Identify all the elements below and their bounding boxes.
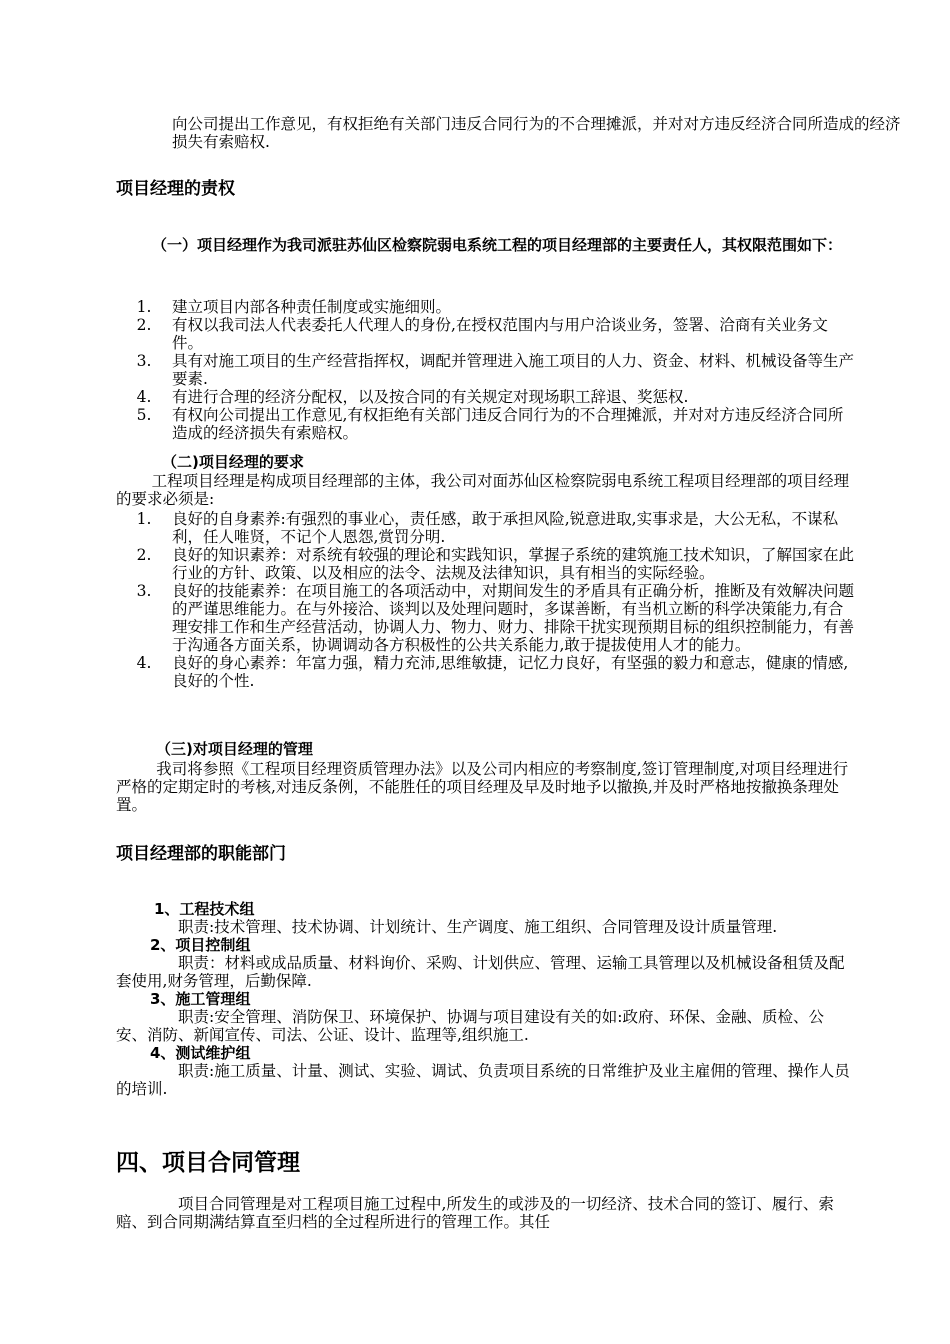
list-item [116,546,854,582]
list-text: 建立项目内部各种责任制度或实施细则。 [172,298,452,316]
list-number: 3. [136,352,152,370]
list-text: 具有对施工项目的生产经营指挥权，调配并管理进入施工项目的人力、资金、材料、机械设备等生产要素. [172,352,855,388]
requirements-intro: 工程项目经理是构成项目经理部的主体，我公司对面苏仙区检察院弱电系统工程项目经理部的项目经理的要求必须是: [116,472,850,508]
list-text: 有权向公司提出工作意见,有权拒绝有关部门违反合同行为的不合理摊派，并对对方违反经济合同所造成的经济损失有索赔权。 [172,406,844,442]
list-number: 2. [136,546,152,564]
list-item [116,406,854,442]
list-item [116,582,854,654]
top-paragraph: 向公司提出工作意见，有权拒绝有关部门违反合同行为的不合理摊派，并对对方违反经济合同所造成的经济损失有索赔权. [172,115,901,151]
group-duty: 职责:施工质量、计量、测试、实验、调试、负责项目系统的日常维护及业主雇佣的管理、操作人员的培训. [116,1062,850,1098]
list-item [116,388,854,406]
list-item [116,654,854,690]
list-text: 良好的技能素养：在项目施工的各项活动中，对期间发生的矛盾具有正确分析，推断及有效解决问题的严谨思维能力。在与外接洽、谈判以及处理问题时，多谋善断，有当机立断的科学决策能力,有合理安排工作和生产经营活动，协调人力、物力、财力、排除干扰实现预期目标的组织控制能力，有善于沟通各方面关系，协调调动各方积极性的公共关系能力,敢于提拔使用人才的能力。 [172,582,855,654]
list-text: 有进行合理的经济分配权，以及按合同的有关规定对现场职工辞退、奖惩权. [172,388,689,406]
list-number: 1. [136,510,152,528]
group-duty: 职责：材料或成品质量、材料询价、采购、计划供应、管理、运输工具管理以及机械设备租赁及配套使用,财务管理，后勤保障. [116,954,845,990]
list-number: 3. [136,582,152,600]
list-text: 良好的自身素养:有强烈的事业心，责任感，敢于承担风险,锐意进取,实事求是，大公无私，不谋私利，任人唯贤，不记个人恩怨,赏罚分明. [172,510,839,546]
list-number: 4. [136,654,152,672]
group-heading: 4、测试维护组 [150,1044,251,1062]
list-number: 2. [136,316,152,334]
list-item [116,510,854,546]
list-text: 良好的知识素养：对系统有较强的理论和实践知识，掌握子系统的建筑施工技术知识，了解国家在此行业的方针、政策、以及相应的法令、法规及法律知识，具有相当的实际经验。 [172,546,855,582]
list-number: 1. [136,298,152,316]
group-heading: 3、施工管理组 [150,990,251,1008]
section-title-departments: 项目经理部的职能部门 [116,844,286,864]
subsection-heading-requirements: （二)项目经理的要求 [162,453,304,471]
requirements-list [116,510,854,690]
section-title-contract: 四、项目合同管理 [116,1150,300,1176]
group-duty: 职责:技术管理、技术协调、计划统计、生产调度、施工组织、合同管理及设计质量管理. [178,918,778,936]
list-item [116,316,854,352]
section-title-responsibilities: 项目经理的责权 [116,179,235,199]
list-text: 良好的身心素养：年富力强，精力充沛,思维敏捷，记忆力良好，有坚强的毅力和意志，健康的情感,良好的个性. [172,654,849,690]
subsection-heading-management: （三)对项目经理的管理 [156,740,313,758]
list-number: 5. [136,406,152,424]
authority-list [116,298,854,442]
list-item [116,352,854,388]
contract-paragraph: 项目合同管理是对工程项目施工过程中,所发生的或涉及的一切经济、技术合同的签订、履行、索赔、到合同期满结算直至归档的全过程所进行的管理工作。其任 [116,1195,834,1231]
list-number: 4. [136,388,152,406]
list-text: 有权以我司法人代表委托人代理人的身份,在授权范围内与用户洽谈业务，签署、洽商有关业务文件。 [172,316,828,352]
group-duty: 职责:安全管理、消防保卫、环境保护、协调与项目建设有关的如:政府、环保、金融、质检、公安、消防、新闻宣传、司法、公证、设计、监理等,组织施工. [116,1008,824,1044]
departments-list [116,900,854,1098]
list-item [116,298,854,316]
group-heading: 1、工程技术组 [154,900,255,918]
subsection-heading-authority: （一）项目经理作为我司派驻苏仙区检察院弱电系统工程的项目经理部的主要责任人，其权限范围如下： [152,236,843,254]
management-paragraph: 我司将参照《工程项目经理资质管理办法》以及公司内相应的考察制度,签订管理制度,对项目经理进行严格的定期定时的考核,对违反条例，不能胜任的项目经理及早及时地予以撤换,并及时严格地按撤换条理处置。 [116,760,849,814]
group-heading: 2、项目控制组 [150,936,251,954]
